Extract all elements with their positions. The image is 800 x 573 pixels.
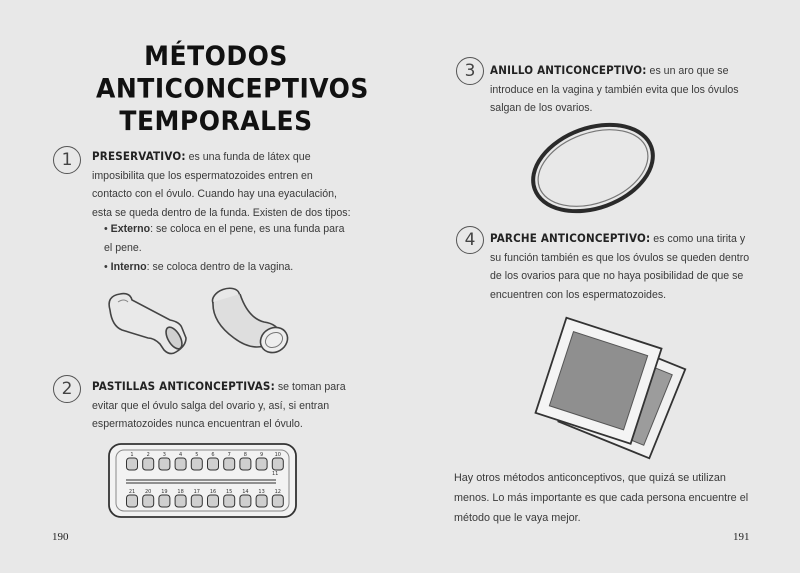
pill-number: 18 — [177, 489, 184, 495]
pill — [224, 495, 235, 507]
pill — [143, 458, 154, 470]
pill — [272, 495, 283, 507]
pill-number: 3 — [162, 452, 166, 458]
number-badge-3: 3 — [456, 57, 484, 85]
pill-number: 5 — [195, 452, 199, 458]
pill-number: 11 — [272, 471, 279, 477]
list-item: • Interno: se coloca dentro de la vagina. — [104, 261, 294, 273]
pill-number: 17 — [193, 489, 200, 495]
pill — [143, 495, 154, 507]
pill-pack-illustration — [108, 443, 298, 519]
pill-number: 20 — [145, 489, 152, 495]
pill-number: 7 — [227, 452, 231, 458]
pill — [240, 458, 251, 470]
keyword-parche: PARCHE ANTICONCEPTIVO: — [490, 231, 651, 245]
bullet-term: Externo — [110, 223, 151, 235]
title-line: ANTICONCEPTIVOS — [96, 73, 369, 104]
pill-number: 2 — [146, 452, 150, 458]
condom-types-list — [104, 220, 354, 278]
item-preservativo — [92, 147, 354, 222]
text-pastillas: se toman para evitar que el óvulo salga del ovario y, así, si entran espermatozoides nunca encuentran el óvulo. — [92, 381, 346, 430]
pill — [224, 458, 235, 470]
pill — [127, 495, 138, 507]
pill-number: 15 — [226, 489, 233, 495]
keyword-anillo: ANILLO ANTICONCEPTIVO: — [490, 63, 647, 77]
pill-number: 4 — [179, 452, 183, 458]
pill-number: 19 — [161, 489, 168, 495]
bullet-term: Interno — [110, 261, 147, 273]
pill-number: 8 — [243, 452, 247, 458]
pill — [159, 458, 170, 470]
number-badge-1: 1 — [53, 146, 81, 174]
page-number-right: 191 — [733, 531, 750, 543]
condom-illustrations — [104, 282, 294, 362]
keyword-preservativo: PRESERVATIVO: — [92, 149, 186, 163]
pill-number: 10 — [274, 452, 281, 458]
ring-illustration — [528, 116, 658, 220]
contraceptive-ring-icon — [521, 109, 665, 227]
pill — [191, 458, 202, 470]
pill — [208, 458, 219, 470]
number-badge-4: 4 — [456, 226, 484, 254]
patch-illustration — [532, 318, 682, 458]
pill-number: 14 — [242, 489, 249, 495]
pill-number: 1 — [130, 452, 134, 458]
pill-number: 9 — [260, 452, 264, 458]
item-parche — [490, 229, 752, 304]
bullet-text: : se coloca en el pene, es una funda para el pene. — [104, 223, 345, 254]
text-preservativo: es una funda de látex que imposibilita que los espermatozoides entren en contacto con el óvulo. Cuando hay una eyaculación, esta se queda dentro de la funda. Existen de dos tipos: — [92, 151, 351, 219]
pill-number: 6 — [211, 452, 215, 458]
list-item: • Externo: se coloca en el pene, es una funda para el pene. — [104, 223, 345, 254]
external-condom-icon — [109, 294, 186, 354]
pill — [159, 495, 170, 507]
item-anillo — [490, 61, 752, 118]
page-number-left: 190 — [52, 531, 69, 543]
pill — [256, 495, 267, 507]
pill — [272, 458, 283, 470]
text-parche: es como una tirita y su función también es que los óvulos se queden dentro de los ovarios para que no haya posibilidad de que se encuentren con los espermatozoides. — [490, 233, 750, 301]
pill — [127, 458, 138, 470]
item-pastillas — [92, 377, 354, 434]
pill — [191, 495, 202, 507]
pill-number: 21 — [128, 489, 136, 495]
pill — [208, 495, 219, 507]
pill — [175, 458, 186, 470]
number-badge-2: 2 — [53, 375, 81, 403]
title-line: MÉTODOS — [144, 40, 288, 72]
bullet-text: : se coloca dentro de la vagina. — [146, 261, 294, 273]
pill — [175, 495, 186, 507]
pill — [240, 495, 251, 507]
text-anillo: es un aro que se introduce en la vagina y también evita que los óvulos salgan de los ovarios. — [490, 65, 739, 114]
closing-paragraph: Hay otros métodos anticonceptivos, que quizá se utilizan menos. Lo más importante es que cada persona encuentre el método que le vaya mejor. — [454, 472, 749, 524]
title-line: TEMPORALES — [119, 105, 313, 137]
internal-condom-icon — [210, 285, 292, 358]
pill — [256, 458, 267, 470]
page-title — [96, 40, 369, 138]
pill-number: 13 — [258, 489, 265, 495]
pill-number: 16 — [209, 489, 217, 495]
pill-number: 12 — [274, 489, 281, 495]
keyword-pastillas: PASTILLAS ANTICONCEPTIVAS: — [92, 379, 275, 393]
